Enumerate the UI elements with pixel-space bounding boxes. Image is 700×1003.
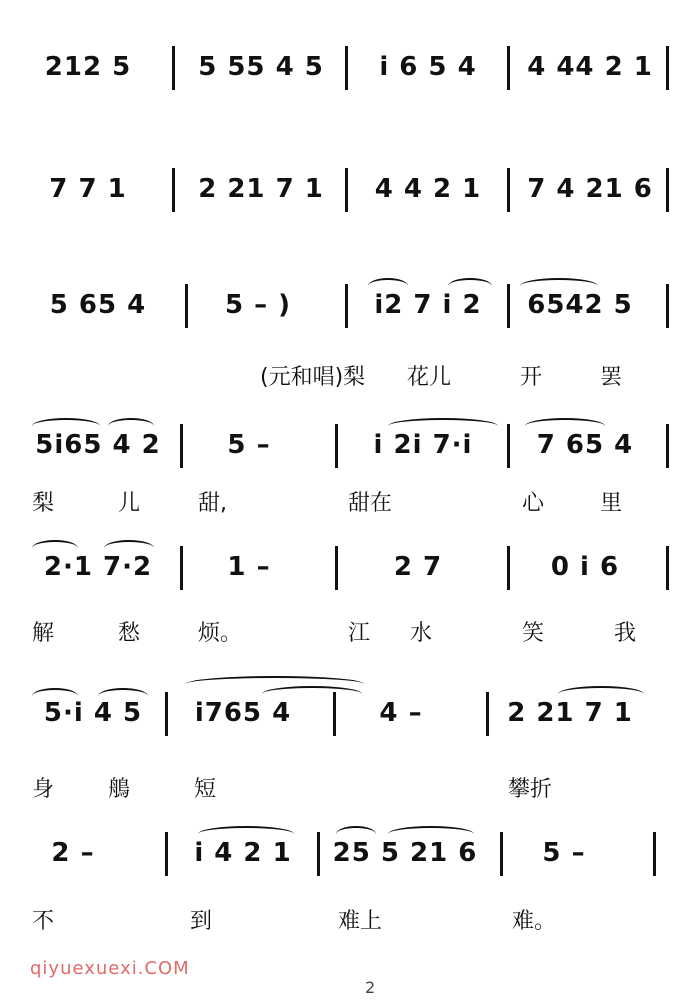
lyric: 解 <box>32 621 55 646</box>
barline <box>333 692 336 736</box>
measure: i 4 2 1 <box>194 838 292 868</box>
barline <box>500 832 503 876</box>
lyric: 水 <box>410 621 433 646</box>
measure: 5 55 4 5 <box>198 52 324 82</box>
notes-line <box>0 418 700 488</box>
stave-4 <box>0 418 700 516</box>
measure: 7 7 1 <box>49 174 127 204</box>
lyric: 难上 <box>338 909 383 934</box>
lyric: 鵃 <box>108 777 131 802</box>
lyric: 心 <box>522 491 545 516</box>
measure: 4 4 2 1 <box>374 174 482 204</box>
lyric: 花儿 <box>407 365 452 390</box>
measure: 5i65 4 2 <box>35 430 161 460</box>
barline <box>335 546 338 590</box>
barline <box>507 284 510 328</box>
measure: 2 21 7 1 <box>198 174 324 204</box>
stave-2 <box>0 162 700 252</box>
barline <box>507 546 510 590</box>
measure: 5 – <box>227 430 271 460</box>
barline <box>666 424 669 468</box>
measure: 6542 5 <box>527 290 633 320</box>
lyric: 甜在 <box>348 491 393 516</box>
stave-7 <box>0 826 700 934</box>
measure: 2 21 7 1 <box>507 698 633 728</box>
barline <box>172 46 175 90</box>
measure: 212 5 <box>44 52 132 82</box>
barline <box>345 46 348 90</box>
stave-1 <box>0 40 700 130</box>
barline <box>172 168 175 212</box>
lyric: 身 <box>32 777 55 802</box>
lyric: 开 <box>520 365 543 390</box>
lyric: 罢 <box>600 365 623 390</box>
barline <box>165 832 168 876</box>
measure: 7 4 21 6 <box>527 174 653 204</box>
lyric: 短 <box>194 777 217 802</box>
barline <box>345 168 348 212</box>
barline <box>507 168 510 212</box>
notes-line <box>0 162 700 232</box>
barline <box>486 692 489 736</box>
measure: 4 – <box>379 698 423 728</box>
lyric: 梨 <box>32 491 55 516</box>
lyrics-line <box>0 616 700 656</box>
measure: 7 65 4 <box>536 430 634 460</box>
measure: 4 44 2 1 <box>527 52 653 82</box>
barline <box>507 424 510 468</box>
site-watermark: qiyuexuexi.COM <box>30 958 190 979</box>
notes-line <box>0 686 700 756</box>
barline <box>317 832 320 876</box>
measure: 25 5 21 6 <box>332 838 478 868</box>
lyric: 愁 <box>118 621 141 646</box>
measure: 2 7 <box>393 552 443 582</box>
stave-3 <box>0 278 700 390</box>
lyric: 里 <box>600 491 623 516</box>
lyrics-line <box>0 904 700 944</box>
barline <box>666 546 669 590</box>
lyric: 甜, <box>198 491 227 516</box>
lyric: 不 <box>32 909 55 934</box>
lyric: 儿 <box>118 491 141 516</box>
measure: 1 – <box>227 552 271 582</box>
barline <box>507 46 510 90</box>
measure: 0 i 6 <box>550 552 620 582</box>
measure: i2 7 i 2 <box>374 290 482 320</box>
notes-line <box>0 826 700 896</box>
lyrics-line <box>0 772 700 812</box>
stave-5 <box>0 540 700 646</box>
notes-line <box>0 278 700 348</box>
measure: 2·1 7·2 <box>43 552 153 582</box>
measure: i 2i 7·i <box>373 430 473 460</box>
measure: i765 4 <box>194 698 292 728</box>
barline <box>666 168 669 212</box>
barline <box>180 424 183 468</box>
lyric: 烦。 <box>198 621 243 646</box>
lyric: 我 <box>614 621 637 646</box>
barline <box>666 46 669 90</box>
barline <box>345 284 348 328</box>
barline <box>185 284 188 328</box>
notes-line <box>0 540 700 610</box>
lyric: 到 <box>190 909 213 934</box>
barline <box>653 832 656 876</box>
stave-6 <box>0 686 700 802</box>
lyric: 笑 <box>522 621 545 646</box>
lyrics-line <box>0 360 700 400</box>
measure: 5·i 4 5 <box>43 698 143 728</box>
lyric: 江 <box>348 621 371 646</box>
page-number: 2 <box>365 978 376 997</box>
lyric: (元和唱)梨 <box>260 365 366 390</box>
notes-line <box>0 40 700 110</box>
measure: i 6 5 4 <box>379 52 477 82</box>
lyrics-line <box>0 486 700 526</box>
measure: 5 65 4 <box>49 290 147 320</box>
lyric: 攀折 <box>508 777 553 802</box>
measure: 5 – <box>542 838 586 868</box>
barline <box>165 692 168 736</box>
barline <box>666 284 669 328</box>
measure: 2 – <box>51 838 95 868</box>
barline <box>335 424 338 468</box>
measure: 5 – ) <box>224 290 292 320</box>
barline <box>180 546 183 590</box>
lyric: 难。 <box>512 909 557 934</box>
